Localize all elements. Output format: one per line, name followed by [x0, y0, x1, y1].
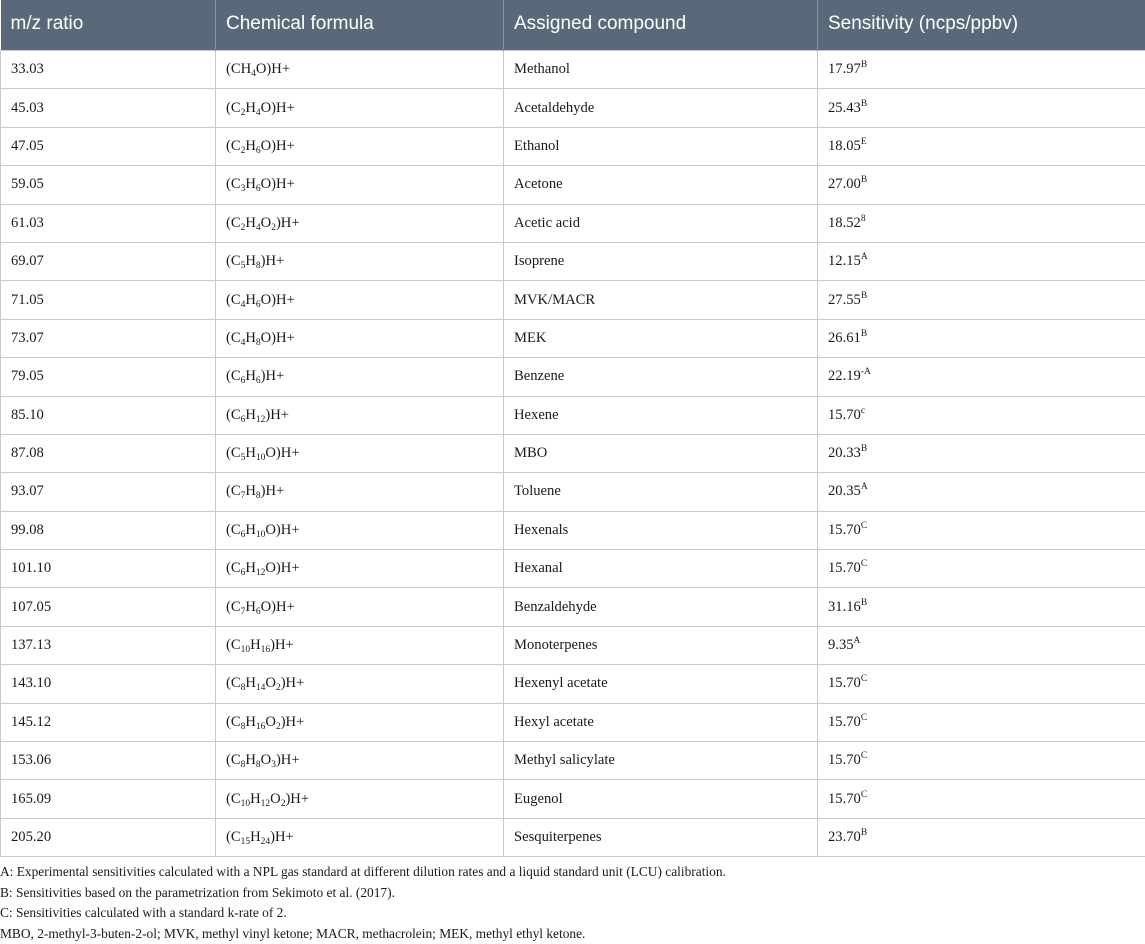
formula-subscript: 4 [241, 338, 246, 348]
formula-text: H [245, 522, 256, 538]
cell-assigned-compound: Ethanol [504, 127, 818, 165]
formula-subscript: 6 [241, 530, 246, 540]
formula-text: O)H+ [265, 560, 299, 576]
formula-text: )H+ [276, 752, 300, 768]
cell-assigned-compound: MEK [504, 319, 818, 357]
sensitivity-footnote-marker: C [861, 790, 867, 800]
cell-mz-ratio: 143.10 [1, 665, 216, 703]
table-row [1, 703, 1145, 741]
formula-subscript: 7 [241, 491, 246, 501]
sensitivity-value: 20.35 [828, 483, 861, 499]
formula-text: (C [226, 100, 241, 116]
formula-text: (C [226, 445, 241, 461]
cell-chemical-formula [216, 434, 504, 472]
cell-mz-ratio: 153.06 [1, 742, 216, 780]
formula-text: (C [226, 791, 241, 807]
formula-subscript: 2 [276, 683, 281, 693]
formula-text: O [261, 752, 272, 768]
cell-chemical-formula [216, 242, 504, 280]
table-row [1, 588, 1145, 626]
formula-subscript: 8 [241, 683, 246, 693]
table-row [1, 818, 1145, 856]
cell-chemical-formula [216, 780, 504, 818]
formula-subscript: 6 [256, 184, 261, 194]
table-row [1, 626, 1145, 664]
header-sensitivity: Sensitivity (ncps/ppbv) [818, 0, 1145, 51]
formula-text: H [245, 100, 256, 116]
table-row [1, 665, 1145, 703]
formula-text: (C [226, 752, 241, 768]
formula-subscript: 14 [256, 683, 266, 693]
cell-assigned-compound: Hexenals [504, 511, 818, 549]
formula-text: H [245, 176, 256, 192]
cell-chemical-formula [216, 89, 504, 127]
sensitivity-value: 17.97 [828, 61, 861, 77]
formula-text: (C [226, 215, 241, 231]
footnote-abbreviations: MBO, 2-methyl-3-buten-2-ol; MVK, methyl vinyl ketone; MACR, methacrolein; MEK, methyl ethyl ketone. [0, 924, 1145, 944]
cell-assigned-compound: Benzene [504, 358, 818, 396]
sensitivity-footnote-marker: E [861, 137, 867, 147]
formula-subscript: 16 [261, 645, 271, 655]
sensitivity-footnote-marker: B [861, 444, 867, 454]
cell-mz-ratio: 79.05 [1, 358, 216, 396]
formula-subscript: 5 [241, 453, 246, 463]
formula-text: )H+ [285, 791, 309, 807]
formula-subscript: 6 [241, 568, 246, 578]
formula-text: )H+ [281, 675, 305, 691]
formula-text: (C [226, 522, 241, 538]
sensitivity-footnote-marker: C [861, 713, 867, 723]
cell-assigned-compound: Monoterpenes [504, 626, 818, 664]
table-row [1, 550, 1145, 588]
sensitivity-value: 25.43 [828, 100, 861, 116]
cell-assigned-compound: Toluene [504, 473, 818, 511]
cell-mz-ratio: 33.03 [1, 51, 216, 89]
formula-subscript: 16 [256, 722, 266, 732]
formula-text: (C [226, 560, 241, 576]
sensitivity-footnote-marker: B [861, 99, 867, 109]
table-row [1, 242, 1145, 280]
sensitivity-value: 18.05 [828, 138, 861, 154]
sensitivity-value: 26.61 [828, 330, 861, 346]
sensitivity-footnote-marker: A [854, 636, 861, 646]
cell-mz-ratio: 165.09 [1, 780, 216, 818]
sensitivity-value: 15.70 [828, 714, 861, 730]
sensitivity-value: 15.70 [828, 752, 861, 768]
formula-subscript: 6 [256, 376, 261, 386]
cell-assigned-compound: Isoprene [504, 242, 818, 280]
formula-text: O)H+ [265, 445, 299, 461]
formula-text: )H+ [270, 829, 294, 845]
footnote-c: C: Sensitivities calculated with a standard k-rate of 2. [0, 903, 1145, 924]
formula-subscript: 2 [276, 722, 281, 732]
formula-text: )H+ [281, 714, 305, 730]
formula-text: H [250, 791, 261, 807]
formula-text: O)H+ [261, 176, 295, 192]
cell-assigned-compound: Acetone [504, 166, 818, 204]
table-row [1, 319, 1145, 357]
sensitivity-value: 22.19 [828, 368, 861, 384]
sensitivity-footnote-marker: A [861, 252, 868, 262]
table-body [1, 51, 1145, 857]
cell-assigned-compound: Hexenyl acetate [504, 665, 818, 703]
cell-chemical-formula [216, 51, 504, 89]
cell-assigned-compound: Hexyl acetate [504, 703, 818, 741]
cell-chemical-formula [216, 665, 504, 703]
sensitivity-value: 23.70 [828, 829, 861, 845]
formula-text: O [270, 791, 281, 807]
formula-text: O [265, 714, 276, 730]
table-row [1, 742, 1145, 780]
cell-mz-ratio: 93.07 [1, 473, 216, 511]
cell-sensitivity [818, 89, 1145, 127]
cell-mz-ratio: 69.07 [1, 242, 216, 280]
cell-chemical-formula [216, 818, 504, 856]
formula-text: )H+ [261, 483, 285, 499]
cell-mz-ratio: 107.05 [1, 588, 216, 626]
table-row [1, 396, 1145, 434]
cell-assigned-compound: Methanol [504, 51, 818, 89]
formula-text: H [245, 215, 256, 231]
sensitivity-value: 15.70 [828, 407, 861, 423]
cell-mz-ratio: 47.05 [1, 127, 216, 165]
cell-chemical-formula [216, 550, 504, 588]
formula-subscript: 2 [241, 146, 246, 156]
formula-subscript: 8 [256, 261, 261, 271]
formula-text: H [245, 714, 256, 730]
cell-sensitivity [818, 396, 1145, 434]
cell-sensitivity [818, 127, 1145, 165]
sensitivity-footnote-marker: c [861, 406, 865, 416]
formula-text: )H+ [265, 407, 289, 423]
cell-mz-ratio: 145.12 [1, 703, 216, 741]
formula-text: (C [226, 138, 241, 154]
cell-mz-ratio: 45.03 [1, 89, 216, 127]
sensitivity-value: 15.70 [828, 791, 861, 807]
formula-text: H [250, 829, 261, 845]
formula-text: (C [226, 176, 241, 192]
formula-subscript: 6 [256, 146, 261, 156]
cell-mz-ratio: 71.05 [1, 281, 216, 319]
sensitivity-value: 27.55 [828, 292, 861, 308]
formula-subscript: 2 [271, 223, 276, 233]
cell-assigned-compound: Eugenol [504, 780, 818, 818]
sensitivity-value: 12.15 [828, 253, 861, 269]
cell-sensitivity [818, 550, 1145, 588]
formula-text: O [265, 675, 276, 691]
cell-sensitivity [818, 742, 1145, 780]
formula-subscript: 6 [241, 415, 246, 425]
header-row [1, 0, 1145, 51]
cell-mz-ratio: 59.05 [1, 166, 216, 204]
formula-text: (C [226, 253, 241, 269]
formula-text: )H+ [270, 637, 294, 653]
cell-mz-ratio: 205.20 [1, 818, 216, 856]
cell-sensitivity [818, 473, 1145, 511]
table-row [1, 166, 1145, 204]
table-row [1, 89, 1145, 127]
cell-sensitivity [818, 818, 1145, 856]
cell-chemical-formula [216, 588, 504, 626]
formula-text: O)H+ [256, 61, 290, 77]
formula-subscript: 8 [256, 491, 261, 501]
formula-text: )H+ [276, 215, 300, 231]
formula-subscript: 6 [256, 300, 261, 310]
formula-subscript: 6 [241, 376, 246, 386]
cell-chemical-formula [216, 511, 504, 549]
formula-subscript: 4 [241, 300, 246, 310]
formula-subscript: 12 [256, 415, 266, 425]
formula-text: O)H+ [261, 100, 295, 116]
table-row [1, 511, 1145, 549]
cell-chemical-formula [216, 204, 504, 242]
cell-sensitivity [818, 51, 1145, 89]
sensitivity-value: 31.16 [828, 599, 861, 615]
formula-subscript: 10 [241, 799, 251, 809]
cell-chemical-formula [216, 626, 504, 664]
cell-sensitivity [818, 204, 1145, 242]
sensitivity-value: 15.70 [828, 522, 861, 538]
table-footnotes [0, 862, 1145, 944]
formula-text: (C [226, 330, 241, 346]
sensitivity-footnote-marker: C [861, 559, 867, 569]
formula-subscript: 10 [241, 645, 251, 655]
cell-assigned-compound: Sesquiterpenes [504, 818, 818, 856]
sensitivity-footnote-marker: -A [861, 367, 871, 377]
cell-sensitivity [818, 434, 1145, 472]
formula-subscript: 24 [261, 837, 271, 847]
cell-chemical-formula [216, 319, 504, 357]
formula-subscript: 4 [256, 223, 261, 233]
cell-sensitivity [818, 703, 1145, 741]
formula-subscript: 15 [241, 837, 251, 847]
sensitivity-footnote-marker: B [861, 828, 867, 838]
table-row [1, 473, 1145, 511]
formula-text: H [245, 292, 256, 308]
formula-text: H [245, 483, 256, 499]
sensitivity-footnote-marker: B [861, 598, 867, 608]
header-assigned-compound: Assigned compound [504, 0, 818, 51]
sensitivity-value: 20.33 [828, 445, 861, 461]
formula-text: (C [226, 599, 241, 615]
cell-sensitivity [818, 281, 1145, 319]
footnote-b: B: Sensitivities based on the parametrization from Sekimoto et al. (2017). [0, 883, 1145, 904]
header-mz-ratio: m/z ratio [1, 0, 216, 51]
cell-mz-ratio: 99.08 [1, 511, 216, 549]
formula-text: O)H+ [261, 292, 295, 308]
cell-sensitivity [818, 242, 1145, 280]
table-row [1, 51, 1145, 89]
table-row [1, 281, 1145, 319]
formula-text: H [245, 445, 256, 461]
table-row [1, 204, 1145, 242]
formula-text: O [261, 215, 272, 231]
cell-assigned-compound: MBO [504, 434, 818, 472]
formula-text: H [245, 560, 256, 576]
cell-sensitivity [818, 358, 1145, 396]
formula-text: )H+ [261, 368, 285, 384]
formula-text: )H+ [261, 253, 285, 269]
formula-text: H [245, 752, 256, 768]
formula-subscript: 3 [271, 760, 276, 770]
formula-text: (C [226, 675, 241, 691]
cell-chemical-formula [216, 396, 504, 434]
formula-text: O)H+ [265, 522, 299, 538]
formula-text: (C [226, 292, 241, 308]
sensitivity-value: 18.52 [828, 215, 861, 231]
cell-mz-ratio: 101.10 [1, 550, 216, 588]
formula-subscript: 4 [256, 108, 261, 118]
sensitivity-footnote-marker: A [861, 482, 868, 492]
cell-mz-ratio: 85.10 [1, 396, 216, 434]
formula-text: H [245, 599, 256, 615]
cell-sensitivity [818, 780, 1145, 818]
formula-text: (C [226, 368, 241, 384]
sensitivity-footnote-marker: 8 [861, 214, 866, 224]
cell-sensitivity [818, 511, 1145, 549]
formula-subscript: 8 [241, 722, 246, 732]
formula-text: O)H+ [261, 330, 295, 346]
formula-text: (C [226, 407, 241, 423]
formula-subscript: 10 [256, 453, 266, 463]
footnote-a: A: Experimental sensitivities calculated with a NPL gas standard at different dilution rates and a liquid standard unit (LCU) calibration. [0, 862, 1145, 883]
formula-subscript: 4 [251, 69, 256, 79]
sensitivity-value: 15.70 [828, 675, 861, 691]
cell-sensitivity [818, 319, 1145, 357]
sensitivity-footnote-marker: B [861, 291, 867, 301]
formula-text: (C [226, 483, 241, 499]
cell-sensitivity [818, 626, 1145, 664]
sensitivity-value: 27.00 [828, 176, 861, 192]
formula-subscript: 8 [256, 338, 261, 348]
formula-subscript: 7 [241, 607, 246, 617]
formula-subscript: 2 [281, 799, 286, 809]
formula-subscript: 8 [256, 760, 261, 770]
formula-subscript: 12 [256, 568, 266, 578]
sensitivity-value: 15.70 [828, 560, 861, 576]
formula-text: H [245, 675, 256, 691]
table-row [1, 434, 1145, 472]
formula-text: H [245, 138, 256, 154]
formula-text: O)H+ [261, 138, 295, 154]
sensitivity-footnote-marker: C [861, 751, 867, 761]
cell-assigned-compound: Hexanal [504, 550, 818, 588]
formula-subscript: 8 [241, 760, 246, 770]
cell-mz-ratio: 137.13 [1, 626, 216, 664]
cell-chemical-formula [216, 127, 504, 165]
cell-assigned-compound: Acetaldehyde [504, 89, 818, 127]
cell-sensitivity [818, 166, 1145, 204]
table-row [1, 780, 1145, 818]
formula-text: (C [226, 829, 241, 845]
formula-text: H [245, 407, 256, 423]
sensitivity-footnote-marker: B [861, 60, 867, 70]
cell-mz-ratio: 87.08 [1, 434, 216, 472]
cell-chemical-formula [216, 473, 504, 511]
formula-text: H [245, 368, 256, 384]
formula-subscript: 5 [241, 261, 246, 271]
cell-mz-ratio: 61.03 [1, 204, 216, 242]
cell-chemical-formula [216, 166, 504, 204]
formula-subscript: 2 [241, 223, 246, 233]
cell-chemical-formula [216, 358, 504, 396]
cell-assigned-compound: MVK/MACR [504, 281, 818, 319]
table-header [1, 0, 1145, 51]
formula-subscript: 10 [256, 530, 266, 540]
cell-assigned-compound: Methyl salicylate [504, 742, 818, 780]
header-chemical-formula: Chemical formula [216, 0, 504, 51]
cell-assigned-compound: Hexene [504, 396, 818, 434]
cell-assigned-compound: Benzaldehyde [504, 588, 818, 626]
formula-text: (C [226, 714, 241, 730]
formula-subscript: 2 [241, 108, 246, 118]
cell-chemical-formula [216, 742, 504, 780]
table-row [1, 127, 1145, 165]
formula-subscript: 3 [241, 184, 246, 194]
sensitivity-footnote-marker: C [861, 674, 867, 684]
formula-subscript: 6 [256, 607, 261, 617]
formula-subscript: 12 [261, 799, 271, 809]
sensitivity-value: 9.35 [828, 637, 854, 653]
sensitivity-footnote-marker: B [861, 329, 867, 339]
cell-chemical-formula [216, 281, 504, 319]
cell-sensitivity [818, 588, 1145, 626]
formula-text: (C [226, 637, 241, 653]
sensitivity-footnote-marker: C [861, 521, 867, 531]
table-row [1, 358, 1145, 396]
formula-text: H [250, 637, 261, 653]
formula-text: O)H+ [261, 599, 295, 615]
sensitivity-footnote-marker: B [861, 175, 867, 185]
cell-sensitivity [818, 665, 1145, 703]
formula-text: (CH [226, 61, 251, 77]
cell-assigned-compound: Acetic acid [504, 204, 818, 242]
formula-text: H [245, 330, 256, 346]
cell-mz-ratio: 73.07 [1, 319, 216, 357]
cell-chemical-formula [216, 703, 504, 741]
formula-text: H [245, 253, 256, 269]
